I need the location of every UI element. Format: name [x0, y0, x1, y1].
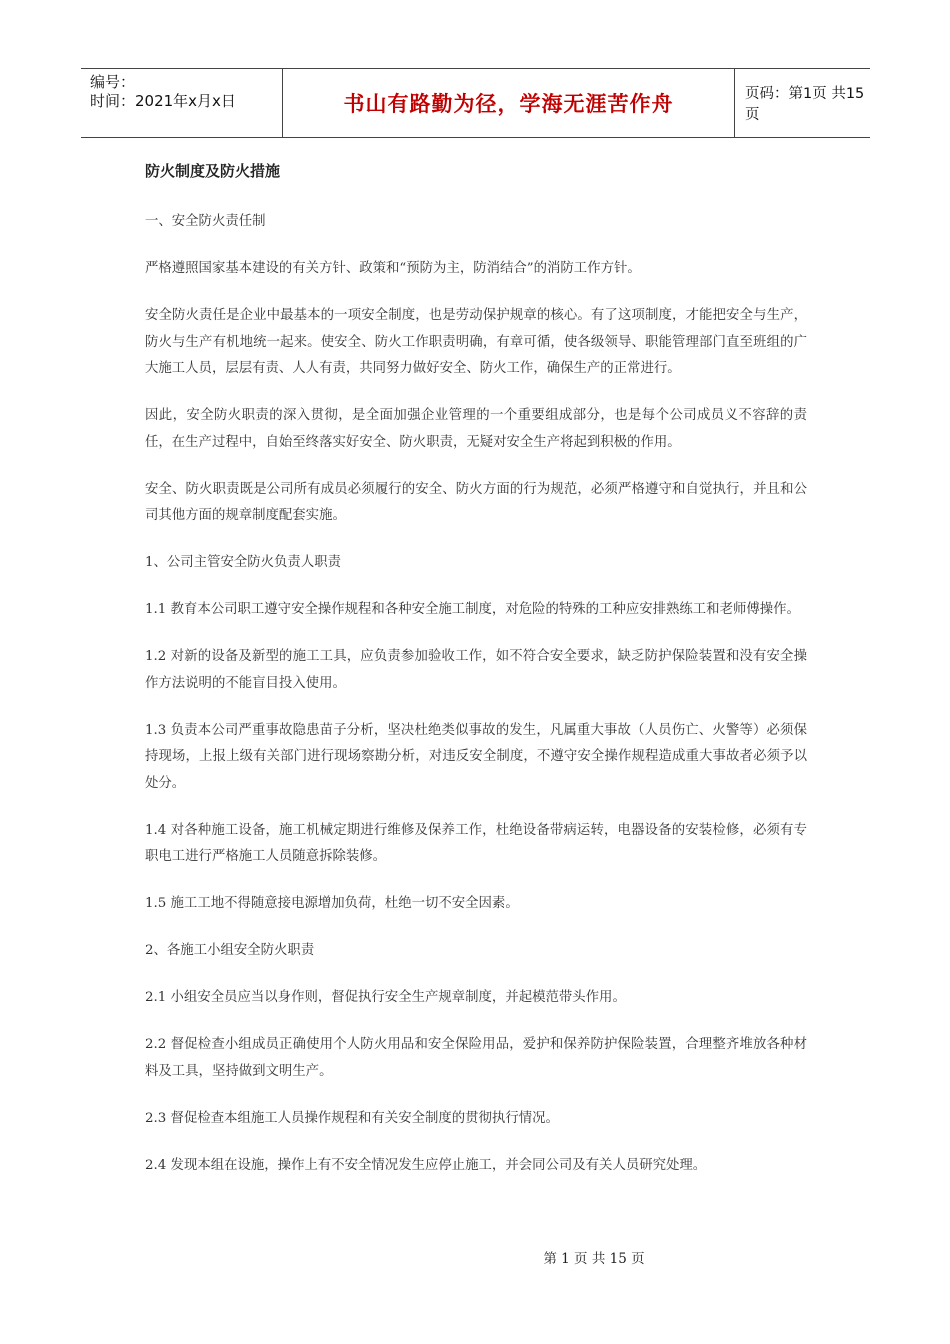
- paragraph: 1.1 教育本公司职工遵守安全操作规程和各种安全施工制度，对危险的特殊的工种应安排熟练工和老师傅操作。: [145, 602, 800, 617]
- paragraph: 1.4 对各种施工设备，施工机械定期进行维修及保养工作，杜绝设备带病运转，电器设备的安装检修，必须有专职电工进行严格施工人员随意拆除装修。: [145, 822, 807, 864]
- header-page-info: 页码：第1页 共15页: [745, 86, 865, 123]
- paragraph: 1.5 施工工地不得随意接电源增加负荷，杜绝一切不安全因素。: [145, 896, 519, 911]
- paragraph: 一、安全防火责任制: [145, 214, 266, 229]
- paragraph: 2.4 发现本组在设施，操作上有不安全情况发生应停止施工，并会同公司及有关人员研究处理。: [145, 1157, 707, 1173]
- header-page-cell: [735, 69, 870, 137]
- page-footer: [0, 1247, 950, 1267]
- paragraph: 因此，安全防火职责的深入贯彻，是全面加强企业管理的一个重要组成部分，也是每个公司成员义不容辞的责任，在生产过程中，自始至终落实好安全、防火职责，无疑对安全生产将起到积极的作用。: [145, 408, 807, 450]
- paragraph: 1.3 负责本公司严重事故隐患苗子分析，坚决杜绝类似事故的发生，凡属重大事故（人员伤亡、火警等）必须保持现场，上报上级有关部门进行现场察勘分析，对违反安全制度，不遵守安全操作规程造成重大事故者必须予以处分。: [145, 722, 807, 791]
- paragraph: 严格遵照国家基本建设的有关方针、政策和“预防为主，防消结合”的消防工作方针。: [145, 261, 641, 276]
- paragraph: 2.1 小组安全员应当以身作则，督促执行安全生产规章制度，并起模范带头作用。: [145, 990, 626, 1005]
- header-motto-cell: [282, 69, 735, 137]
- number-label: 编号：: [90, 73, 136, 91]
- paragraph: 2.2 督促检查小组成员正确使用个人防火用品和安全保险用品，爱护和保养防护保险装置，合理整齐堆放各种材料及工具，坚持做到文明生产。: [145, 1037, 807, 1079]
- document-title: 防火制度及防火措施: [145, 162, 281, 180]
- paragraph: 1.2 对新的设备及新型的施工工具，应负责参加验收工作，如不符合安全要求，缺乏防护保险装置和没有安全操作方法说明的不能盲目投入使用。: [145, 649, 807, 691]
- time-label: 时间：2021年x月x日: [90, 92, 236, 110]
- paragraph: 安全防火责任是企业中最基本的一项安全制度，也是劳动保护规章的核心。有了这项制度，才能把安全与生产，防火与生产有机地统一起来。使安全、防火工作职责明确，有章可循，使各级领导、职能管理部门直至班组的广大施工人员，层层有责、人人有责，共同努力做好安全、防火工作，确保生产的正常进行。: [145, 308, 807, 376]
- header-left-cell: [81, 69, 282, 137]
- footer-page-number: 第 1 页 共 15 页: [543, 1251, 645, 1267]
- document-body: [145, 160, 807, 1200]
- paragraph: 2、各施工小组安全防火职责: [145, 943, 315, 958]
- page-header: [81, 68, 870, 138]
- paragraph: 1、公司主管安全防火负责人职责: [145, 555, 341, 570]
- motto-text: 书山有路勤为径，学海无涯苦作舟: [343, 92, 674, 116]
- paragraph: 2.3 督促检查本组施工人员操作规程和有关安全制度的贯彻执行情况。: [145, 1110, 559, 1126]
- paragraph: 安全、防火职责既是公司所有成员必须履行的安全、防火方面的行为规范，必须严格遵守和自觉执行，并且和公司其他方面的规章制度配套实施。: [145, 481, 807, 523]
